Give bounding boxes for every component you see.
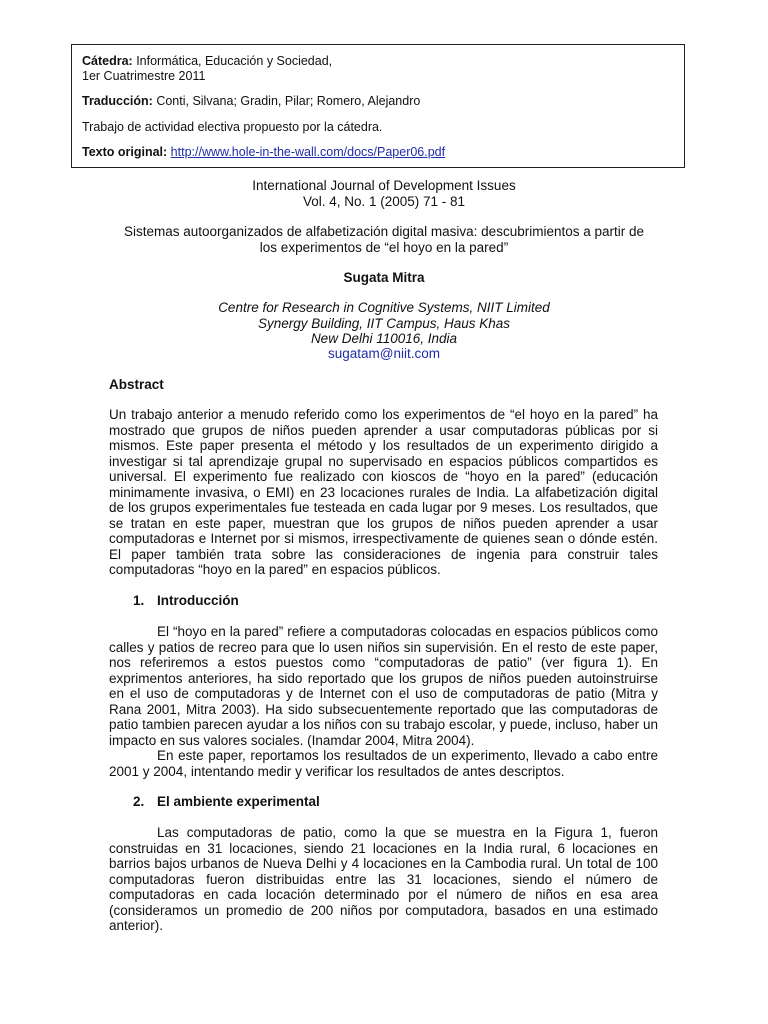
author-name: Sugata Mitra bbox=[343, 270, 425, 285]
section1-paragraph1: El “hoyo en la pared” refiere a computadoras colocadas en espacios públicos como calles y patios de recreo para que lo usen niños sin supervisión. En el resto de este paper, nos referiremos a estos puestos como “computadoras de patio” (ver figura 1). En exprimentos anteriores, ha sido reportado que los grupos de niños pueden autoinstruirse en el uso de computadoras y de Internet con el uso de computadoras de patio (Mitra y Rana 2001, Mitra 2003). Ha sido subsecuentemente reportado que las computadoras de patio tambien parecen ayudar a los niños con su trabajo escolar, y puede, incluso, haber un impacto en sus valores sociales. (Inamdar 2004, Mitra 2004). bbox=[109, 624, 658, 748]
section2-paragraph1: Las computadoras de patio, como la que se muestra en la Figura 1, fueron construidas en 31 locaciones, siendo 21 locaciones en la India rural, 6 locaciones en barrios bajos urbanos de Nueva Delhi y 4 locaciones en la Cambodia rural. Un total de 100 computadoras fueron distribuidas entre las 31 locaciones, siendo el número de computadoras en cada locación determinado por el número de niños en esa area (consideramos un promedio de 200 niños por computadora, basados en una estimado anterior). bbox=[109, 825, 658, 934]
section2-title: El ambiente experimental bbox=[157, 794, 320, 809]
abstract-paragraph: Un trabajo anterior a menudo referido como los experimentos de “el hoyo en la pared” ha mostrado que grupos de niños pueden aprender a usar computadoras públicas por si mismos. Este paper presenta el método y los resultados de un experimento dirigido a investigar si tal aprendizaje grupal no supervisado en espacios públicos compartidos es universal. El experimento fue realizado con kioscos de “hoyo en la pared” (educación minimamente invasiva, o EMI) en 23 locaciones rurales de India. La alfabetización digital de los grupos experimentales fue testeada en cada lugar por 9 meses. Los resultados, que se tratan en este paper, muestran que los grupos de niños pueden aprender a usar computadoras e Internet por si mismos, irrespectivamente de quienes sean o dónde estén. El paper también trata sobre las consideraciones de ingenia para construir tales computadoras “hoyo en la pared” en espacios públicos. bbox=[109, 407, 658, 578]
paper-title-line2: los experimentos de “el hoyo en la pared” bbox=[259, 240, 509, 255]
journal-name: International Journal of Development Issues bbox=[252, 178, 516, 193]
texto-original-line bbox=[82, 145, 675, 160]
texto-original-label: Texto original: bbox=[82, 145, 168, 159]
section1-title: Introducción bbox=[157, 593, 239, 608]
traduccion-label: Traducción: bbox=[82, 94, 153, 108]
section2-body bbox=[109, 825, 658, 934]
traduccion-value: Conti, Silvana; Gradin, Pilar; Romero, Alejandro bbox=[152, 94, 421, 108]
journal-volume: Vol. 4, No. 1 (2005) 71 - 81 bbox=[302, 194, 466, 209]
catedra-value: Informática, Educación y Sociedad, bbox=[132, 54, 333, 68]
course-info-box bbox=[71, 44, 685, 168]
section2-number: 2. bbox=[133, 794, 145, 809]
abstract-heading: Abstract bbox=[109, 377, 164, 392]
author-email[interactable]: sugatam@niit.com bbox=[328, 346, 440, 361]
section1-body bbox=[109, 624, 658, 779]
affiliation-line1: Centre for Research in Cognitive Systems, NIIT Limited bbox=[218, 300, 550, 315]
trabajo-line: Trabajo de actividad electiva propuesto por la cátedra. bbox=[82, 119, 383, 134]
paper-title-line1: Sistemas autoorganizados de alfabetización digital masiva: descubrimientos a partir de bbox=[123, 224, 645, 239]
cuatrimestre-line: 1er Cuatrimestre 2011 bbox=[82, 68, 206, 83]
section1-heading bbox=[133, 593, 239, 608]
abstract-body bbox=[109, 407, 658, 578]
texto-original-link[interactable]: http://www.hole-in-the-wall.com/docs/Paper06.pdf bbox=[170, 145, 446, 159]
section1-paragraph2: En este paper, reportamos los resultados de un experimento, llevado a cabo entre 2001 y 2004, intentando medir y verificar los resultados de antes descriptos. bbox=[109, 748, 658, 779]
catedra-line bbox=[82, 54, 675, 69]
catedra-label: Cátedra: bbox=[82, 54, 133, 68]
section1-number: 1. bbox=[133, 593, 145, 608]
section2-heading bbox=[133, 794, 320, 809]
affiliation-line2: Synergy Building, IIT Campus, Haus Khas bbox=[257, 316, 511, 331]
affiliation-line3: New Delhi 110016, India bbox=[310, 331, 458, 346]
traduccion-line bbox=[82, 94, 675, 109]
